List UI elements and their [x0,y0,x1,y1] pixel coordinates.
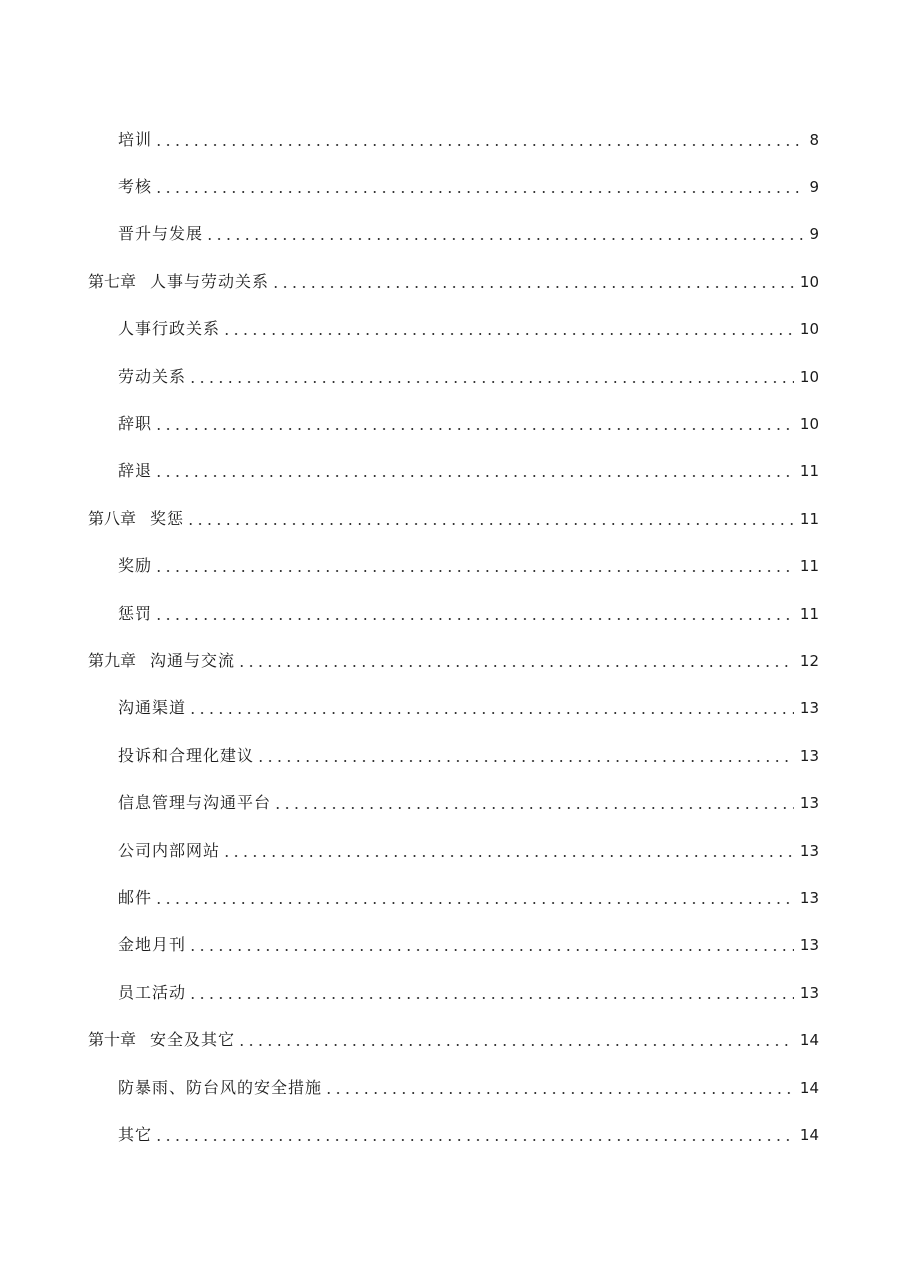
toc-entry-title: 辞退 [118,461,153,481]
toc-section-entry[interactable] [0,543,905,590]
toc-entry-title: 防暴雨、防台风的安全措施 [118,1077,323,1097]
toc-section-entry[interactable] [0,590,905,637]
toc-page-number: 14 [799,1078,819,1097]
toc-section-entry[interactable] [0,211,905,258]
toc-page-number: 9 [809,178,819,197]
toc-section-entry[interactable] [0,400,905,447]
toc-chapter-number: 第九章 [88,650,137,670]
toc-section-entry[interactable] [0,1111,905,1158]
toc-page-number: 12 [799,651,819,670]
toc-entry-title: 信息管理与沟通平台 [118,793,272,813]
toc-page-number: 11 [799,604,819,623]
toc-chapter-number: 第七章 [88,271,137,291]
toc-entry-title: 晋升与发展 [118,224,204,244]
toc-entry-title: 沟通渠道 [118,698,187,718]
toc-page-number: 11 [799,462,819,481]
dot-leader [256,746,794,766]
toc-section-entry[interactable] [0,922,905,969]
toc-page-number: 13 [799,983,819,1002]
toc-entry-title: 员工活动 [118,982,187,1002]
toc-entry-title: 奖惩 [150,508,185,528]
toc-chapter-entry[interactable] [0,495,905,542]
toc-page-number: 13 [799,746,819,765]
dot-leader [188,367,794,387]
toc-page-number: 9 [809,225,819,244]
toc-section-entry[interactable] [0,116,905,163]
toc-entry-title: 金地月刊 [118,935,187,955]
toc-page-number: 13 [799,794,819,813]
toc-page-number: 13 [799,936,819,955]
dot-leader [271,272,794,292]
dot-leader [237,1030,794,1050]
toc-page-number: 14 [799,1031,819,1050]
toc-page-number: 10 [799,272,819,291]
toc-chapter-number: 第八章 [88,508,137,528]
dot-leader [205,224,803,244]
toc-section-entry[interactable] [0,827,905,874]
toc-section-entry[interactable] [0,874,905,921]
dot-leader [154,1125,794,1145]
toc-section-entry[interactable] [0,353,905,400]
toc-entry-title: 奖励 [118,556,153,576]
toc-page-number: 13 [799,699,819,718]
toc-page-number: 10 [799,367,819,386]
toc-entry-title: 考核 [118,177,153,197]
toc-entry-title: 辞职 [118,414,153,434]
toc-entry-title: 劳动关系 [118,366,187,386]
dot-leader [154,556,794,576]
dot-leader [237,651,794,671]
toc-page-number: 13 [799,888,819,907]
toc-entry-title: 投诉和合理化建议 [118,745,255,765]
toc-entry-title: 安全及其它 [150,1030,236,1050]
dot-leader [188,698,794,718]
dot-leader [324,1078,794,1098]
toc-section-entry[interactable] [0,306,905,353]
dot-leader [154,177,803,197]
toc-section-entry[interactable] [0,779,905,826]
toc-entry-title: 公司内部网站 [118,840,221,860]
toc-page-number: 8 [809,130,819,149]
table-of-contents [0,116,905,1159]
toc-page-number: 11 [799,509,819,528]
dot-leader [188,935,794,955]
toc-section-entry[interactable] [0,1064,905,1111]
dot-leader [154,130,803,150]
dot-leader [222,319,794,339]
toc-page-number: 11 [799,557,819,576]
dot-leader [188,983,794,1003]
dot-leader [154,414,794,434]
toc-section-entry[interactable] [0,448,905,495]
toc-page-number: 10 [799,320,819,339]
toc-page-number: 10 [799,415,819,434]
toc-entry-title: 惩罚 [118,603,153,623]
dot-leader [154,604,794,624]
toc-section-entry[interactable] [0,732,905,779]
toc-entry-title: 邮件 [118,887,153,907]
toc-entry-title: 其它 [118,1124,153,1144]
toc-section-entry[interactable] [0,685,905,732]
toc-page-number: 14 [799,1125,819,1144]
toc-page-number: 13 [799,841,819,860]
toc-entry-title: 人事行政关系 [118,319,221,339]
toc-chapter-entry[interactable] [0,1016,905,1063]
dot-leader [273,793,794,813]
dot-leader [186,509,794,529]
dot-leader [154,888,794,908]
toc-section-entry[interactable] [0,969,905,1016]
dot-leader [222,841,794,861]
toc-chapter-number: 第十章 [88,1030,137,1050]
toc-chapter-entry[interactable] [0,258,905,305]
toc-entry-title: 沟通与交流 [150,650,236,670]
toc-entry-title: 培训 [118,129,153,149]
toc-entry-title: 人事与劳动关系 [150,271,270,291]
toc-section-entry[interactable] [0,163,905,210]
toc-chapter-entry[interactable] [0,637,905,684]
dot-leader [154,461,794,481]
